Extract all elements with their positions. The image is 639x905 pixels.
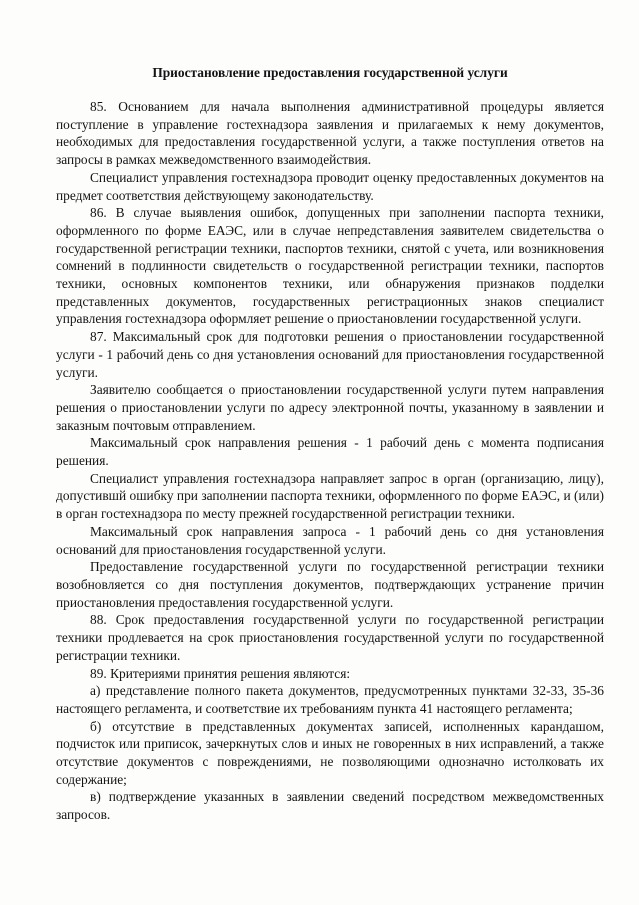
page-title: Приостановление предоставления государственной услуги <box>152 65 508 80</box>
paragraph-89: 89. Критериями принятия решения являются: <box>90 665 351 681</box>
paragraph-86: 86. В случае выявления ошибок, допущенных при заполнении паспорта техники, оформленного по форме ЕАЭС, или в случае непредставления заявителем свидетельства о государственной регистрации техники, паспортов техники, снятой с учета, или возникновения сомнений в подлинности свидетельств о государственной регистрации техники, паспортов техники, основных компонентов техники, или обнаружения признаков подделки представленных документов, государственных регистрационных знаков специалист управления гостехнадзора оформляет решение о приостановлении государственной услуги. <box>56 205 604 327</box>
criterion-a: а) представление полного пакета документов, предусмотренных пунктами 32-33, 35-36 настоящего регламента, и соответствие их требованиям пункта 41 настоящего регламента; <box>56 683 604 716</box>
paragraph-87: 87. Максимальный срок для подготовки решения о приостановлении государственной услуги - 1 рабочий день со дня установления оснований для приостановления государственной услуги. <box>56 329 604 380</box>
paragraph-85: 85. Основанием для начала выполнения административной процедуры является поступление в управление гостехнадзора заявления и прилагаемых к нему документов, необходимых для предоставления государственной услуги, а также поступления ответов на запросы в рамках межведомственного взаимодействия. <box>56 99 604 168</box>
paragraph-request-sent: Специалист управления гостехнадзора направляет запрос в орган (организацию, лицу), допустившй ошибку при заполнении паспорта техники, оформленного по форме ЕАЭС, и (или) в орган гостехнадзора по месту прежней государственной регистрации техники. <box>56 470 604 522</box>
paragraph-service-resumed: Предоставление государственной услуги по государственной регистрации техники возобновляется со дня поступления документов, подтверждающих устранение причин приостановления предоставления государственной услуги. <box>56 559 604 610</box>
paragraph-applicant-notification: Заявителю сообщается о приостановлении государственной услуги путем направления решения о приостановлении услуги по адресу электронной почты, указанному в заявлении и заказным почтовым отправлением. <box>56 382 604 433</box>
criterion-c: в) подтверждение указанных в заявлении сведений посредством межведомственных запросов. <box>56 789 604 823</box>
paragraph-specialist-assessment: Специалист управления гостехнадзора проводит оценку предоставленных документов на предмет соответствия действующему законодательству. <box>56 169 604 203</box>
criterion-b: б) отсутствие в представленных документах записей, исполненных карандашом, подчисток или приписок, зачеркнутых слов и иных не говоренных в них исправлений, а также отсутствие документов с повреждениями, не позволяющими однозначно истолковать их содержание; <box>56 718 604 787</box>
paragraph-88: 88. Срок предоставления государственной услуги по государственной регистрации техники продлевается на срок приостановления государственной услуги по государственной регистрации техники. <box>56 612 604 663</box>
paragraph-request-deadline: Максимальный срок направления запроса - 1 рабочий день со дня установления оснований для приостановления государственной услуги. <box>56 523 604 557</box>
document-body <box>56 98 604 824</box>
paragraph-decision-deadline: Максимальный срок направления решения - 1 рабочий день с момента подписания решения. <box>56 435 604 469</box>
